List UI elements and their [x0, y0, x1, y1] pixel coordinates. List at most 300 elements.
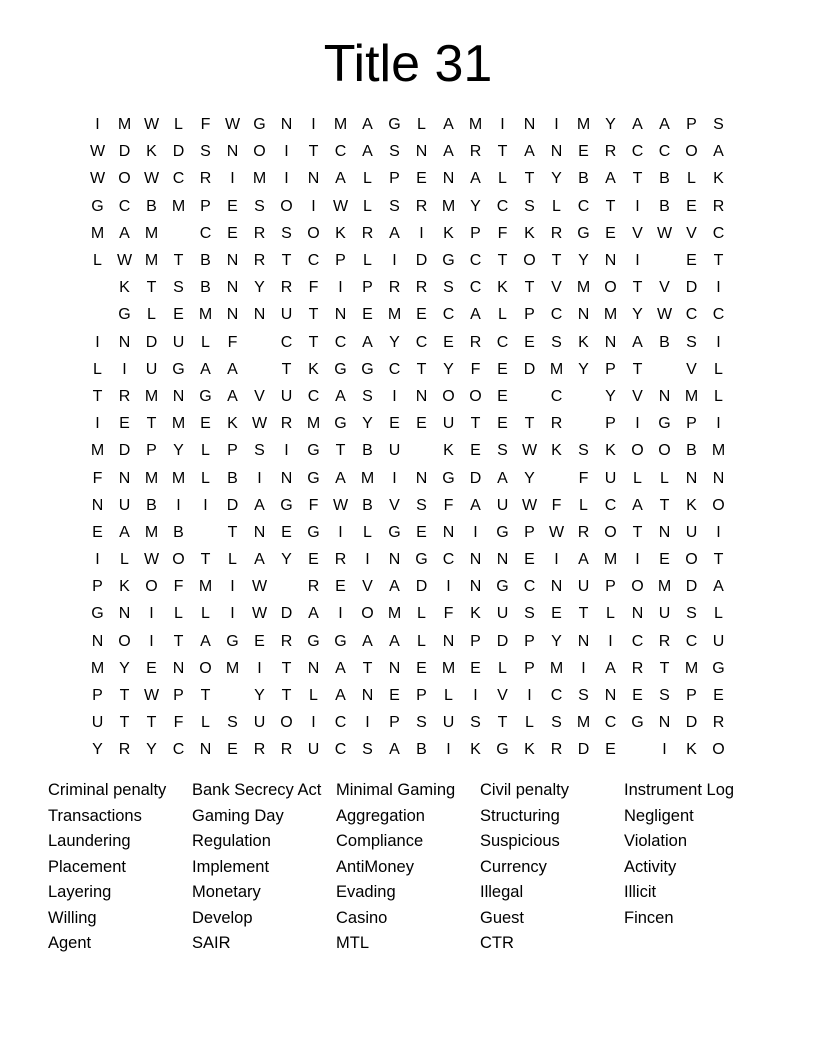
grid-letter: S [524, 197, 535, 215]
grid-letter: K [470, 605, 481, 623]
grid-letter: V [254, 387, 265, 405]
grid-letter: C [496, 197, 509, 215]
grid-letter: T [524, 170, 535, 188]
grid-letter: S [470, 714, 481, 732]
grid-letter: U [685, 523, 698, 541]
grid-letter: W [251, 415, 268, 433]
grid-letter: Y [551, 632, 562, 650]
grid-letter: M [90, 659, 105, 677]
grid-letter: T [227, 523, 238, 541]
grid-letter: I [257, 659, 262, 677]
grid-letter: L [714, 360, 723, 378]
grid-letter: G [361, 360, 374, 378]
grid-letter: T [119, 687, 130, 705]
grid-letter: O [712, 496, 725, 514]
grid-letter: A [713, 143, 724, 161]
grid-letter: U [388, 442, 401, 460]
grid-letter: M [144, 469, 159, 487]
grid-letter: S [524, 605, 535, 623]
grid-letter: R [253, 224, 266, 242]
grid-letter: C [442, 551, 455, 569]
grid-letter: T [524, 415, 535, 433]
grid-letter: N [334, 306, 347, 324]
grid-letter: O [469, 387, 482, 405]
grid-letter: C [334, 741, 347, 759]
grid-letter: Y [578, 360, 589, 378]
grid-letter: S [578, 687, 589, 705]
grid-letter: I [716, 523, 721, 541]
grid-letter: E [686, 252, 697, 270]
grid-letter: G [334, 632, 347, 650]
grid-letter: I [392, 469, 397, 487]
grid-letter: E [578, 143, 589, 161]
grid-letter: F [470, 360, 481, 378]
grid-letter: W [224, 116, 241, 134]
grid-letter: L [687, 170, 696, 188]
grid-letter: R [334, 551, 347, 569]
grid-letter: M [90, 442, 105, 460]
grid-letter: T [146, 279, 157, 297]
grid-letter: A [389, 632, 400, 650]
grid-letter: F [497, 224, 508, 242]
grid-letter: T [119, 714, 130, 732]
grid-letter: E [659, 551, 670, 569]
grid-letter: L [363, 170, 372, 188]
grid-letter: N [253, 523, 266, 541]
grid-letter: A [389, 578, 400, 596]
grid-letter: M [684, 387, 699, 405]
search-word: Regulation [192, 832, 271, 850]
grid-letter: U [280, 306, 293, 324]
grid-letter: A [227, 360, 238, 378]
grid-letter: M [144, 387, 159, 405]
grid-letter: E [416, 170, 427, 188]
grid-letter: O [604, 279, 617, 297]
grid-letter: O [685, 551, 698, 569]
grid-letter: A [632, 116, 643, 134]
grid-letter: N [172, 387, 185, 405]
grid-letter: I [338, 523, 343, 541]
search-word: Placement [48, 857, 126, 876]
grid-letter: N [658, 523, 671, 541]
grid-letter: A [227, 387, 238, 405]
search-word: Casino [336, 908, 388, 927]
grid-letter: F [92, 469, 103, 487]
search-word: Illegal [480, 883, 524, 901]
grid-letter: A [335, 659, 346, 677]
grid-row [84, 111, 732, 138]
grid-letter: U [91, 714, 104, 732]
grid-letter: M [549, 360, 564, 378]
grid-letter: M [252, 170, 267, 188]
grid-letter: W [332, 496, 349, 514]
grid-letter: T [146, 415, 157, 433]
grid-letter: L [498, 170, 507, 188]
search-word: AntiMoney [336, 857, 414, 876]
grid-letter: K [335, 224, 346, 242]
grid-letter: I [311, 197, 316, 215]
grid-letter: R [118, 387, 131, 405]
grid-letter: N [172, 659, 185, 677]
grid-letter: A [605, 659, 616, 677]
grid-letter: E [146, 659, 157, 677]
grid-letter: P [335, 252, 346, 270]
grid-letter: W [332, 197, 349, 215]
grid-letter: T [713, 551, 724, 569]
grid-letter: I [662, 741, 667, 759]
grid-letter: U [496, 496, 509, 514]
grid-letter: P [173, 687, 184, 705]
grid-letter: E [254, 632, 265, 650]
grid-letter: G [442, 469, 455, 487]
grid-letter: P [605, 578, 616, 596]
grid-letter: M [90, 224, 105, 242]
grid-letter: R [550, 741, 563, 759]
grid-letter: N [226, 279, 239, 297]
grid-letter: I [473, 523, 478, 541]
grid-letter: N [91, 496, 104, 514]
grid-letter: C [469, 252, 482, 270]
grid-letter: N [631, 605, 644, 623]
grid-letter: M [198, 306, 213, 324]
grid-letter: A [254, 496, 265, 514]
grid-letter: N [118, 605, 131, 623]
grid-letter: K [605, 442, 616, 460]
grid-letter: O [523, 252, 536, 270]
grid-letter: S [659, 687, 670, 705]
grid-letter: R [415, 279, 428, 297]
grid-letter: T [308, 143, 319, 161]
grid-letter: A [632, 496, 643, 514]
grid-letter: G [307, 632, 320, 650]
grid-letter: I [446, 741, 451, 759]
grid-letter: Y [605, 116, 616, 134]
grid-letter: W [656, 224, 673, 242]
grid-letter: Y [524, 469, 535, 487]
grid-letter: K [497, 279, 508, 297]
grid-letter: E [92, 523, 103, 541]
grid-letter: A [335, 469, 346, 487]
grid-letter: D [118, 143, 131, 161]
grid-letter: P [92, 687, 103, 705]
grid-letter: W [521, 496, 538, 514]
grid-letter: O [253, 143, 266, 161]
search-word: Currency [480, 857, 547, 876]
grid-letter: E [605, 741, 616, 759]
grid-letter: U [253, 714, 266, 732]
grid-letter: C [712, 224, 725, 242]
grid-letter: F [308, 496, 319, 514]
grid-letter: C [469, 279, 482, 297]
grid-letter: G [199, 387, 212, 405]
grid-letter: S [362, 741, 373, 759]
grid-letter: P [389, 714, 400, 732]
grid-letter: I [716, 279, 721, 297]
search-word: Develop [192, 908, 253, 927]
search-word: Bank Secrecy Act [192, 781, 322, 799]
grid-letter: I [716, 415, 721, 433]
grid-letter: E [335, 578, 346, 596]
grid-letter: E [416, 415, 427, 433]
grid-letter: U [604, 469, 617, 487]
grid-row [84, 383, 732, 410]
grid-letter: M [144, 252, 159, 270]
grid-letter: I [284, 143, 289, 161]
grid-letter: T [173, 252, 184, 270]
grid-letter: L [525, 714, 534, 732]
grid-letter: K [524, 224, 535, 242]
grid-letter: P [92, 578, 103, 596]
grid-letter: I [635, 415, 640, 433]
grid-letter: M [306, 415, 321, 433]
grid-letter: O [199, 659, 212, 677]
grid-letter: M [684, 659, 699, 677]
grid-letter: S [389, 143, 400, 161]
grid-letter: N [550, 143, 563, 161]
grid-letter: N [604, 333, 617, 351]
grid-letter: O [685, 143, 698, 161]
grid-letter: N [226, 252, 239, 270]
grid-letter: M [468, 116, 483, 134]
grid-letter: S [578, 442, 589, 460]
grid-letter: B [146, 496, 157, 514]
search-word: Instrument Log [624, 781, 735, 799]
grid-letter: P [524, 306, 535, 324]
grid-letter: M [603, 551, 618, 569]
grid-letter: Y [605, 387, 616, 405]
grid-letter: S [416, 714, 427, 732]
search-word: Structuring [480, 806, 560, 825]
grid-letter: C [550, 306, 563, 324]
page-title: Title 31 [323, 35, 493, 93]
grid-letter: N [442, 523, 455, 541]
grid-letter: T [173, 632, 184, 650]
grid-letter: A [362, 116, 373, 134]
grid-letter: A [119, 523, 130, 541]
grid-letter: A [362, 143, 373, 161]
search-word: Criminal penalty [48, 781, 167, 799]
grid-row [84, 301, 732, 328]
grid-letter [246, 356, 273, 383]
grid-letter [84, 301, 111, 328]
grid-letter: Y [470, 197, 481, 215]
grid-letter: C [604, 714, 617, 732]
grid-letter: W [251, 605, 268, 623]
grid-letter: I [95, 333, 100, 351]
grid-letter: E [389, 415, 400, 433]
grid-letter: G [334, 415, 347, 433]
grid-letter: I [338, 605, 343, 623]
grid-letter: C [172, 741, 185, 759]
grid-letter: N [307, 659, 320, 677]
grid-letter: S [686, 605, 697, 623]
grid-letter: E [200, 415, 211, 433]
grid-letter: P [362, 279, 373, 297]
grid-letter: T [200, 687, 211, 705]
grid-letter: R [550, 224, 563, 242]
grid-letter: A [200, 632, 211, 650]
grid-letter: Y [254, 279, 265, 297]
grid-letter: E [389, 687, 400, 705]
grid-row [84, 464, 732, 491]
grid-letter: R [469, 143, 482, 161]
grid-letter: O [442, 387, 455, 405]
grid-letter: K [524, 741, 535, 759]
grid-letter: M [603, 306, 618, 324]
grid-row [84, 573, 732, 600]
grid-letter: S [551, 714, 562, 732]
grid-letter: N [307, 170, 320, 188]
search-word: Activity [624, 857, 677, 876]
grid-letter: O [118, 170, 131, 188]
grid-letter: N [415, 387, 428, 405]
grid-letter: I [527, 687, 532, 705]
grid-letter: L [309, 687, 318, 705]
grid-letter: T [362, 659, 373, 677]
grid-letter: P [605, 360, 616, 378]
grid-letter: U [658, 605, 671, 623]
search-word: Fincen [624, 908, 674, 927]
grid-letter: S [281, 224, 292, 242]
grid-letter [651, 247, 678, 274]
grid-letter: S [254, 197, 265, 215]
grid-letter: S [713, 116, 724, 134]
grid-letter: L [201, 442, 210, 460]
grid-letter: E [470, 442, 481, 460]
grid-letter: N [388, 551, 401, 569]
grid-letter: P [524, 659, 535, 677]
grid-letter: L [174, 116, 183, 134]
grid-letter: A [578, 551, 589, 569]
grid-letter: I [176, 496, 181, 514]
grid-letter: O [361, 605, 374, 623]
grid-letter: T [146, 714, 157, 732]
grid-letter: U [442, 714, 455, 732]
grid-letter: A [470, 496, 481, 514]
grid-letter: W [116, 252, 133, 270]
grid-letter: U [307, 741, 320, 759]
grid-letter: T [470, 415, 481, 433]
grid-letter: D [523, 360, 536, 378]
grid-letter: A [524, 143, 535, 161]
grid-letter: I [311, 714, 316, 732]
grid-letter: R [658, 632, 671, 650]
grid-letter: D [577, 741, 590, 759]
grid-letter: R [361, 224, 374, 242]
grid-letter: S [173, 279, 184, 297]
grid-letter: N [415, 469, 428, 487]
grid-letter: M [711, 442, 726, 460]
grid-letter: O [280, 714, 293, 732]
grid-row [84, 410, 732, 437]
search-word: Transactions [48, 806, 142, 825]
grid-letter: C [604, 496, 617, 514]
grid-letter: V [632, 387, 643, 405]
grid-letter: N [118, 469, 131, 487]
search-word: Minimal Gaming [336, 781, 456, 799]
grid-letter: R [253, 252, 266, 270]
grid-row [84, 193, 732, 220]
grid-letter: E [362, 306, 373, 324]
grid-letter: C [523, 578, 536, 596]
grid-letter: V [659, 279, 670, 297]
grid-letter: C [712, 306, 725, 324]
grid-letter: T [92, 387, 103, 405]
grid-letter: L [444, 687, 453, 705]
grid-letter: P [605, 415, 616, 433]
grid-letter: R [712, 714, 725, 732]
grid-letter: N [280, 469, 293, 487]
grid-letter: N [712, 469, 725, 487]
grid-letter: I [716, 333, 721, 351]
grid-letter: A [659, 116, 670, 134]
grid-letter: N [91, 632, 104, 650]
grid-letter: L [714, 387, 723, 405]
grid-letter: M [144, 224, 159, 242]
grid-letter: I [95, 415, 100, 433]
grid-letter: C [334, 143, 347, 161]
search-word: Compliance [336, 832, 424, 850]
grid-letter [165, 220, 192, 247]
grid-letter: N [685, 469, 698, 487]
search-word: MTL [336, 934, 369, 952]
grid-letter: W [143, 170, 160, 188]
grid-letter: L [498, 306, 507, 324]
grid-letter: L [498, 659, 507, 677]
grid-letter: R [280, 741, 293, 759]
grid-letter: N [442, 170, 455, 188]
grid-letter: E [443, 333, 454, 351]
grid-letter: P [524, 632, 535, 650]
grid-letter: W [251, 578, 268, 596]
grid-letter: Y [92, 741, 103, 759]
grid-letter: I [635, 551, 640, 569]
word-list [48, 778, 768, 957]
grid-letter: V [632, 224, 643, 242]
grid-letter: T [497, 143, 508, 161]
grid-letter: E [524, 333, 535, 351]
grid-letter: I [95, 116, 100, 134]
grid-letter: C [631, 143, 644, 161]
grid-letter: P [686, 415, 697, 433]
grid-letter: E [227, 197, 238, 215]
grid-letter: E [416, 659, 427, 677]
grid-letter: V [686, 224, 697, 242]
grid-letter: G [334, 360, 347, 378]
letter-grid [84, 111, 732, 764]
grid-letter: O [118, 632, 131, 650]
grid-letter: P [200, 197, 211, 215]
grid-letter: A [335, 387, 346, 405]
grid-letter [273, 573, 300, 600]
grid-letter: G [280, 496, 293, 514]
grid-letter: M [333, 116, 348, 134]
grid-letter: C [415, 333, 428, 351]
grid-letter: S [254, 442, 265, 460]
grid-row [84, 329, 732, 356]
grid-letter: K [551, 442, 562, 460]
grid-letter: N [226, 306, 239, 324]
grid-letter: T [308, 306, 319, 324]
search-word: Violation [624, 832, 687, 850]
grid-letter: G [496, 523, 509, 541]
grid-letter: K [119, 279, 130, 297]
grid-letter: L [228, 551, 237, 569]
grid-letter: R [577, 523, 590, 541]
grid-letter: T [335, 442, 346, 460]
grid-letter: N [118, 333, 131, 351]
grid-letter [408, 437, 435, 464]
